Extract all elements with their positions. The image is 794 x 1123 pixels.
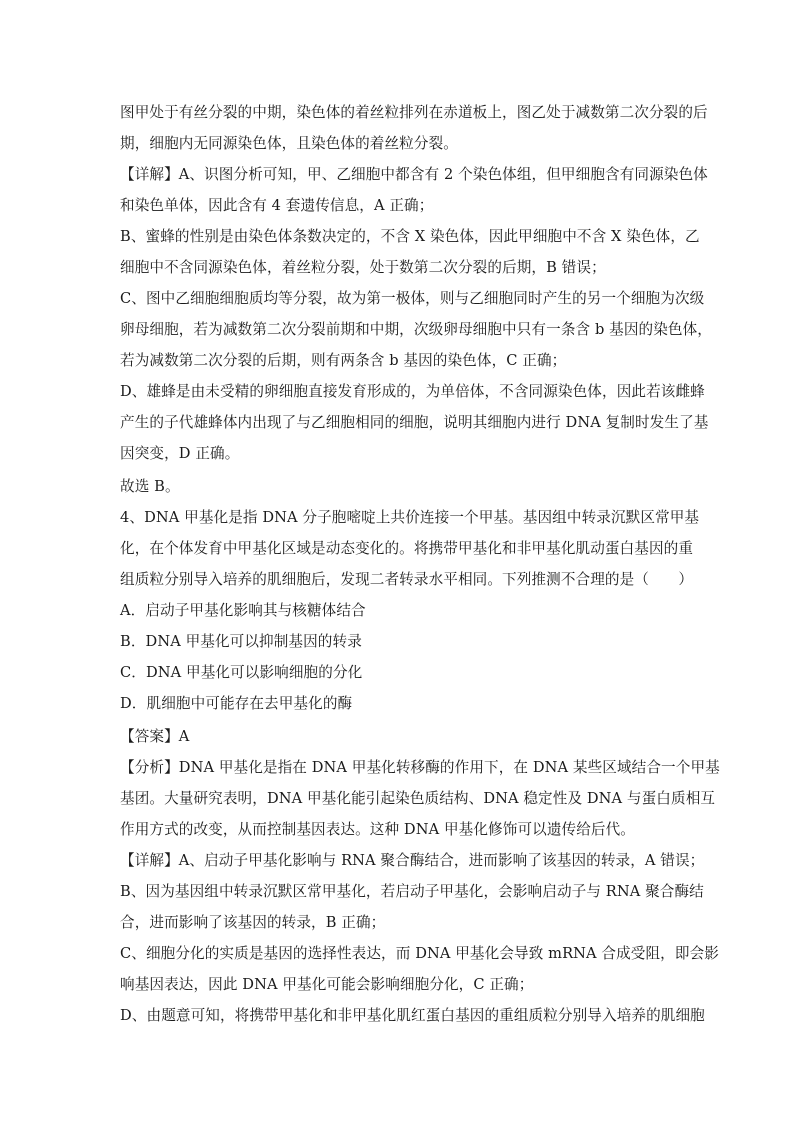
option-a: A．启动子甲基化影响其与核糖体结合	[120, 602, 366, 619]
text-line-7: C、图中乙细胞细胞质均等分裂，故为第一极体，则与乙细胞同时产生的另一个细胞为次级	[120, 290, 705, 307]
text-line-11: 产生的子代雄蜂体内出现了与乙细胞相同的细胞，说明其细胞内进行 DNA 复制时发生了基	[120, 414, 709, 431]
question-4-stem-line-3: 组质粒分别导入培养的肌细胞后，发现二者转录水平相同。下列推测不合理的是（ ）	[120, 571, 694, 588]
text-line-4: 和染色单体，因此含有 4 套遗传信息，A 正确；	[120, 197, 434, 214]
text-line-8: 卵母细胞，若为减数第二次分裂前期和中期，次级卵母细胞中只有一条含 b 基因的染色体，	[120, 321, 712, 338]
text-line-13: 故选 B。	[120, 478, 180, 495]
analysis-line-3: 作用方式的改变，从而控制基因表达。这种 DNA 甲基化修饰可以遗传给后代。	[120, 821, 635, 838]
explanation-line-5: 响基因表达，因此 DNA 甲基化可能会影响细胞分化，C 正确；	[120, 976, 534, 993]
text-line-3: 【详解】A、识图分析可知，甲、乙细胞中都含有 2 个染色体组，但甲细胞含有同源染色体	[120, 166, 708, 183]
option-b: B．DNA 甲基化可以抑制基因的转录	[120, 633, 362, 650]
question-4-stem-line-2: 化，在个体发育中甲基化区域是动态变化的。将携带甲基化和非甲基化肌动蛋白基因的重	[120, 540, 694, 557]
option-d: D．肌细胞中可能存在去甲基化的酶	[120, 695, 353, 712]
question-4-stem-line-1: 4、DNA 甲基化是指 DNA 分子胞嘧啶上共价连接一个甲基。基因组中转录沉默区常甲基	[120, 509, 700, 526]
explanation-line-1: 【详解】A、启动子甲基化影响与 RNA 聚合酶结合，进而影响了该基因的转录，A 错误；	[120, 852, 705, 869]
explanation-line-6: D、由题意可知，将携带甲基化和非甲基化肌红蛋白基因的重组质粒分别导入培养的肌细胞	[120, 1007, 705, 1024]
text-line-12: 因突变，D 正确。	[120, 445, 240, 462]
text-line-2: 期，细胞内无同源染色体，且染色体的着丝粒分裂。	[120, 135, 458, 152]
explanation-line-2: B、因为基因组中转录沉默区常甲基化，若启动子甲基化，会影响启动子与 RNA 聚合酶结	[120, 883, 704, 900]
text-line-10: D、雄蜂是由未受精的卵细胞直接发育形成的，为单倍体，不含同源染色体，因此若该雌蜂	[120, 383, 705, 400]
answer-line: 【答案】A	[120, 728, 190, 745]
analysis-line-1: 【分析】DNA 甲基化是指在 DNA 甲基化转移酶的作用下，在 DNA 某些区域结合一个甲基	[120, 759, 720, 776]
explanation-line-3: 合，进而影响了该基因的转录，B 正确；	[120, 914, 386, 931]
text-line-5: B、蜜蜂的性别是由染色体条数决定的，不含 X 染色体，因此甲细胞中不含 X 染色体，乙	[120, 228, 700, 245]
analysis-line-2: 基团。大量研究表明，DNA 甲基化能引起染色质结构、DNA 稳定性及 DNA 与蛋白质相互	[120, 790, 716, 807]
explanation-line-4: C、细胞分化的实质是基因的选择性表达，而 DNA 甲基化会导致 mRNA 合成受阻，即会影	[120, 945, 719, 962]
option-c: C．DNA 甲基化可以影响细胞的分化	[120, 664, 363, 681]
text-line-1: 图甲处于有丝分裂的中期，染色体的着丝粒排列在赤道板上，图乙处于减数第二次分裂的后	[120, 104, 708, 121]
text-line-6: 细胞中不含同源染色体，着丝粒分裂，处于数第二次分裂的后期，B 错误；	[120, 259, 606, 276]
text-line-9: 若为减数第二次分裂的后期，则有两条含 b 基因的染色体，C 正确；	[120, 352, 567, 369]
